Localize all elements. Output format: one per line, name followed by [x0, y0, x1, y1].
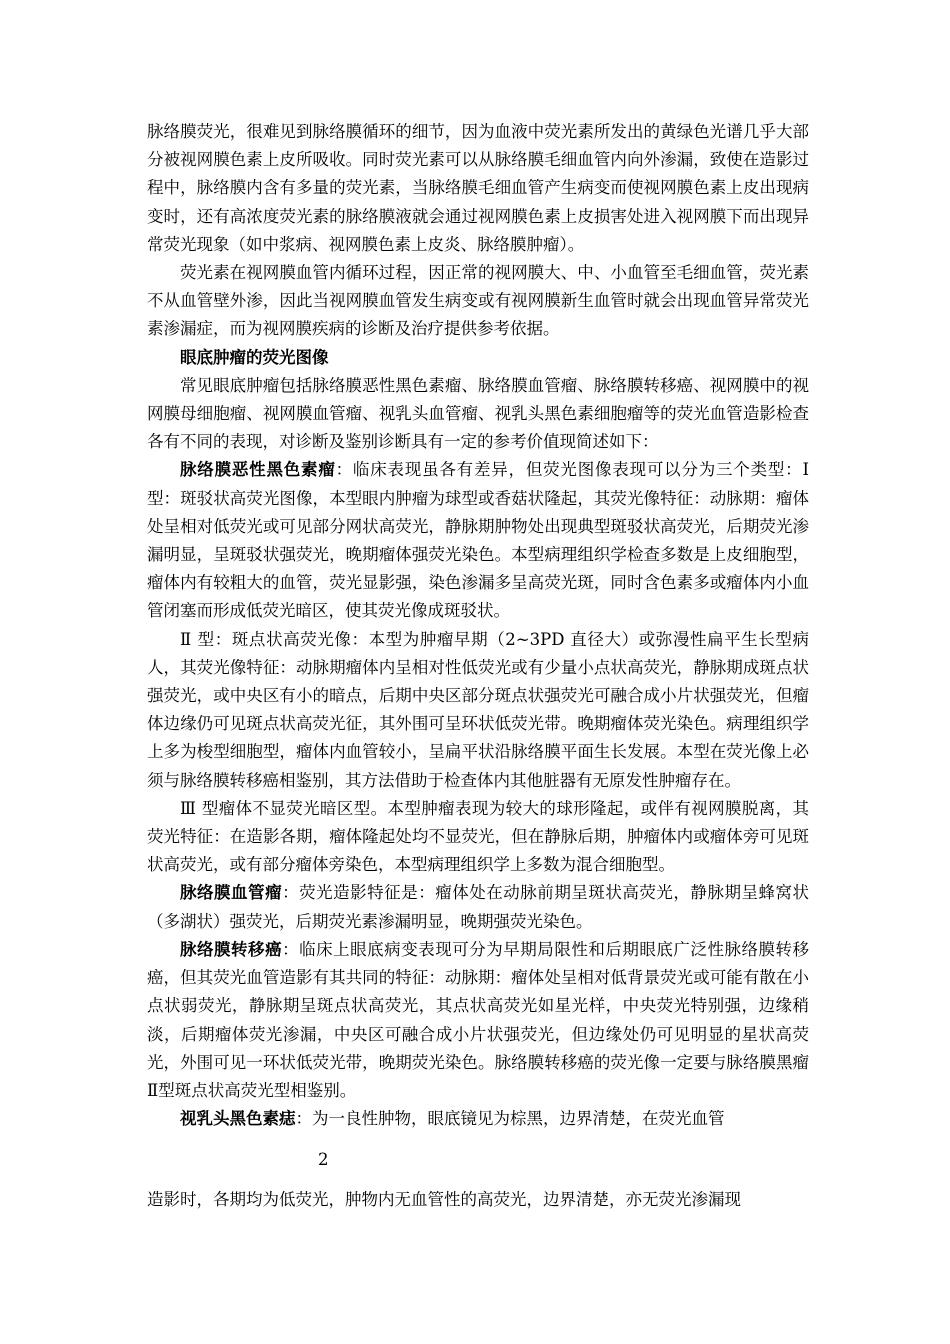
term-nevus: 视乳头黑色素痣: [180, 1109, 296, 1129]
page-2-body: [147, 1186, 809, 1214]
term-hemangioma: 脉络膜血管瘤: [180, 883, 283, 903]
term-melanoma: 脉络膜恶性黑色素瘤: [180, 460, 336, 480]
paragraph-hemangioma: [147, 879, 809, 935]
paragraph-overview: 常见眼底肿瘤包括脉络膜恶性黑色素瘤、脉络膜血管瘤、脉络膜转移癌、视网膜中的视网膜母细胞瘤、视网膜血管瘤、视乳头血管瘤、视乳头黑色素细胞瘤等的荧光血管造影检查各有不同的表现，对诊断及鉴别诊断具有一定的参考价值现简述如下：: [147, 375, 809, 452]
page-1-body: [147, 118, 809, 1133]
paragraph-continuation: 造影时，各期均为低荧光，肿物内无血管性的高荧光，边界清楚，亦无荧光渗漏现: [147, 1190, 741, 1209]
hemangioma-text: ：荧光造影特征是：瘤体处在动脉前期呈斑状高荧光，静脉期呈蜂窝状（多湖状）强荧光，后期荧光素渗漏明显，晚期强荧光染色。: [147, 883, 810, 931]
melanoma-text: ：临床表现虽各有差异，但荧光图像表现可以分为三个类型：Ⅰ型：斑驳状高荧光图像，本型眼内肿瘤为球型或香菇状隆起，其荧光像特征：动脉期：瘤体处呈相对低荧光或可见部分网状高荧光，静脉期肿物处出现典型斑驳状高荧光，后期荧光渗漏明显，呈斑驳状强荧光，晚期瘤体强荧光染色。本型病理组织学检查多数是上皮细胞型，瘤体内有较粗大的血管，荧光显影强，染色渗漏多呈高荧光斑，同时含色素多或瘤体内小血管闭塞而形成低荧光暗区，使其荧光像成斑驳状。: [147, 460, 809, 621]
paragraph-intro: 脉络膜荧光，很难见到脉络膜循环的细节，因为血液中荧光素所发出的黄绿色光谱几乎大部分被视网膜色素上皮所吸收。同时荧光素可以从脉络膜毛细血管内向外渗漏，致使在造影过程中，脉络膜内含有多量的荧光素，当脉络膜毛细血管产生病变而使视网膜色素上皮出现病变时，还有高浓度荧光素的脉络膜液就会通过视网膜色素上皮损害处进入视网膜下而出现异常荧光现象（如中浆病、视网膜色素上皮炎、脉络膜肿瘤）。: [147, 122, 809, 254]
paragraph-metastasis: [147, 936, 809, 1105]
metastasis-text: ：临床上眼底病变表现可分为早期局限性和后期眼底广泛性脉络膜转移癌，但其荧光血管造影有其共同的特征：动脉期：瘤体处呈相对低背景荧光或可能有散在小点状弱荧光，静脉期呈斑点状高荧光，其点状高荧光如星光样，中央荧光特别强，边缘稍淡，后期瘤体荧光渗漏，中央区可融合成小片状强荧光，但边缘处仍可见明显的星状高荧光，外围可见一环状低荧光带，晚期荧光染色。脉络膜转移癌的荧光像一定要与脉络膜黑瘤Ⅱ型斑点状高荧光型相鉴别。: [147, 939, 810, 1100]
paragraph-type-3: Ⅲ 型瘤体不显荧光暗区型。本型肿瘤表现为较大的球形隆起，或伴有视网膜脱离，其荧光特征：在造影各期，瘤体隆起处均不显荧光，但在静脉后期，肿瘤体内或瘤体旁可见斑状高荧光，或有部分瘤体旁染色，本型病理组织学上多数为混合细胞型。: [147, 798, 809, 875]
page-number: 2: [318, 1150, 329, 1169]
term-metastasis: 脉络膜转移癌: [180, 939, 283, 959]
paragraph-melanoma: [147, 456, 809, 625]
paragraph-type-2: Ⅱ 型：斑点状高荧光像：本型为肿瘤早期（2~3PD 直径大）或弥漫性扁平生长型病人，其荧光像特征：动脉期瘤体内呈相对性低荧光或有少量小点状高荧光，静脉期成斑点状强荧光，或中央区有小的暗点，后期中央区部分斑点状强荧光可融合成小片状强荧光，但瘤体边缘仍可见斑点状高荧光征，其外围可呈环状低荧光带。晚期瘤体荧光染色。病理组织学上多为梭型细胞型，瘤体内血管较小，呈扁平状沿脉络膜平面生长发展。本型在荧光像上必须与脉络膜转移癌相鉴别，其方法借助于检查体内其他脏器有无原发性肿瘤存在。: [147, 629, 809, 790]
section-title: 眼底肿瘤的荧光图像: [180, 347, 329, 367]
paragraph-nevus: [147, 1105, 809, 1133]
paragraph-retina: 荧光素在视网膜血管内循环过程，因正常的视网膜大、中、小血管至毛细血管，荧光素不从血管壁外渗，因此当视网膜血管发生病变或有视网膜新生血管时就会出现血管异常荧光素渗漏症，而为视网膜疾病的诊断及治疗提供参考依据。: [147, 263, 809, 339]
nevus-text: ：为一良性肿物，眼底镜见为棕黑，边界清楚，在荧光血管: [295, 1109, 725, 1129]
